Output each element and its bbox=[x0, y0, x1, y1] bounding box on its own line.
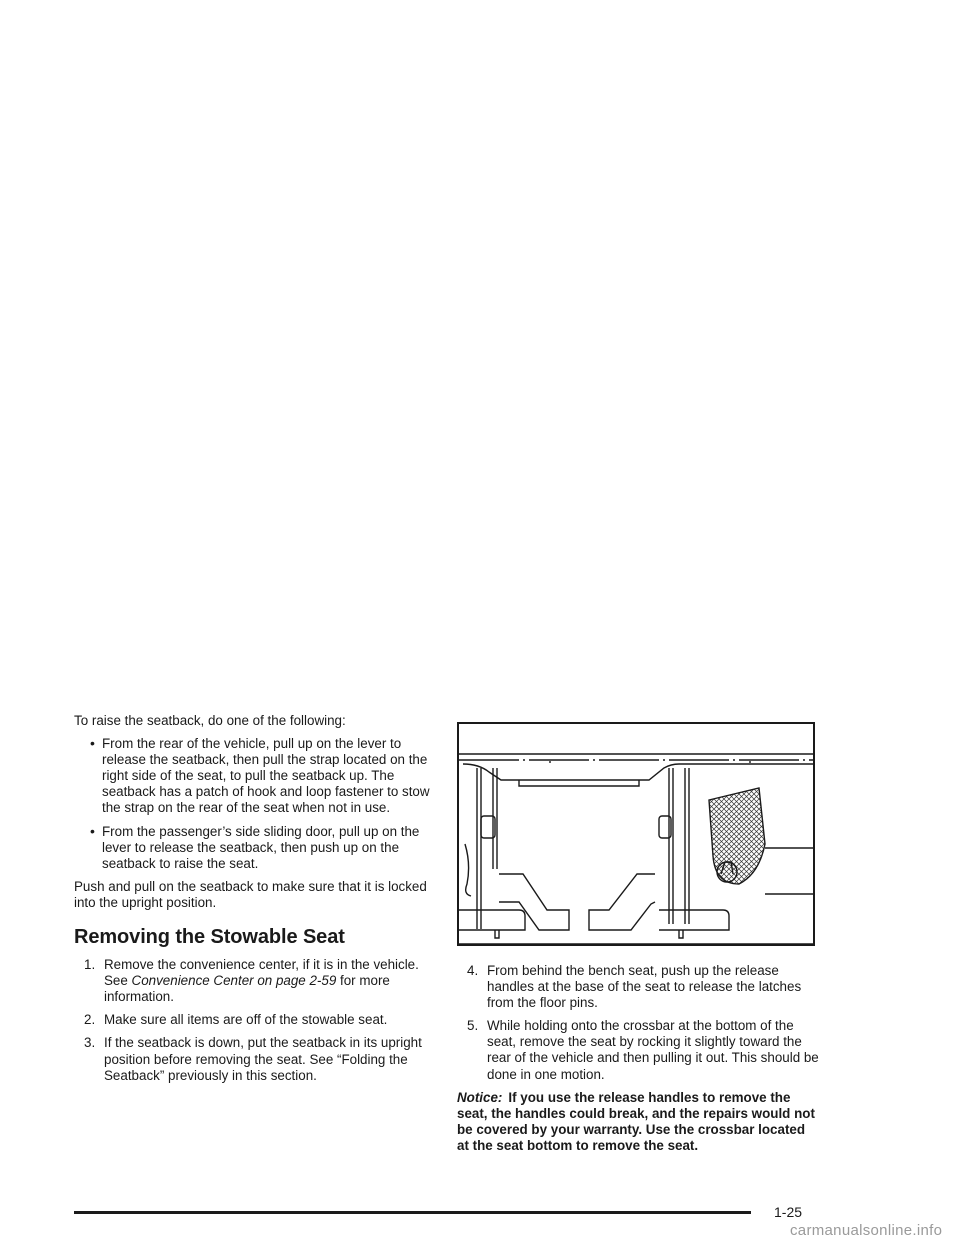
step-number: 1. bbox=[84, 957, 96, 973]
list-item bbox=[74, 736, 439, 816]
step-text: If the seatback is down, put the seatback in its upright position before removing the seat. See “Folding the Seatback” previously in this section. bbox=[104, 1035, 422, 1083]
steps-list-right bbox=[457, 963, 820, 1083]
step-text: Remove the convenience center, if it is in the vehicle. See bbox=[104, 957, 419, 989]
notice-block bbox=[457, 1090, 820, 1154]
bullet-text: From the rear of the vehicle, pull up on the lever to release the seatback, then pull the strap located on the right side of the seat, to pull the seatback up. The seatback has a patch of hook and loop fastener to stow the strap on the rear of the seat when not in use. bbox=[102, 736, 430, 816]
intro-text: To raise the seatback, do one of the following: bbox=[74, 713, 346, 728]
notice-label: Notice: bbox=[457, 1089, 503, 1105]
section-title: Removing the Stowable Seat bbox=[74, 926, 345, 949]
bullet-icon: • bbox=[90, 822, 95, 839]
raise-options-list bbox=[74, 736, 439, 872]
step-number: 2. bbox=[84, 1012, 96, 1028]
step-item bbox=[74, 1012, 439, 1028]
left-column bbox=[74, 713, 439, 1091]
step-text: While holding onto the crossbar at the bottom of the seat, remove the seat by rocking it slightly toward the rear of the vehicle and then pulling it out. This should be done in one motion. bbox=[487, 1018, 819, 1082]
page-number: 1-25 bbox=[774, 1204, 803, 1220]
seat-base-illustration bbox=[457, 722, 815, 946]
push-pull-text: Push and pull on the seatback to make sure that it is locked into the upright position. bbox=[74, 878, 427, 910]
right-column bbox=[457, 963, 820, 1154]
bullet-icon: • bbox=[90, 735, 95, 752]
step-number: 3. bbox=[84, 1035, 96, 1051]
step-item bbox=[74, 1035, 439, 1083]
footer-rule bbox=[74, 1211, 751, 1214]
step-number: 5. bbox=[467, 1018, 479, 1034]
list-item bbox=[74, 824, 439, 872]
steps-list-left bbox=[74, 957, 439, 1084]
step-item bbox=[74, 957, 439, 1005]
step-text: for more information. bbox=[104, 973, 390, 1005]
step-text: From behind the bench seat, push up the release handles at the base of the seat to release the latches from the floor pins. bbox=[487, 963, 802, 1011]
step-number: 4. bbox=[467, 963, 479, 978]
watermark: carmanualsonline.info bbox=[790, 1222, 943, 1239]
step-item bbox=[457, 963, 820, 1011]
bullet-text: From the passenger’s side sliding door, pull up on the lever to release the seatback, then push up on the seatback to raise the seat. bbox=[102, 823, 420, 871]
step-item bbox=[457, 1018, 820, 1082]
notice-text: If you use the release handles to remove the seat, the handles could break, and the repairs would not be covered by your warranty. Use the crossbar located at the seat bottom to remove the seat. bbox=[457, 1089, 815, 1153]
step-text: Make sure all items are off of the stowable seat. bbox=[104, 1012, 388, 1028]
cross-reference-link[interactable]: Convenience Center on page 2-59 bbox=[131, 973, 337, 989]
seat-base-drawing bbox=[459, 724, 813, 944]
